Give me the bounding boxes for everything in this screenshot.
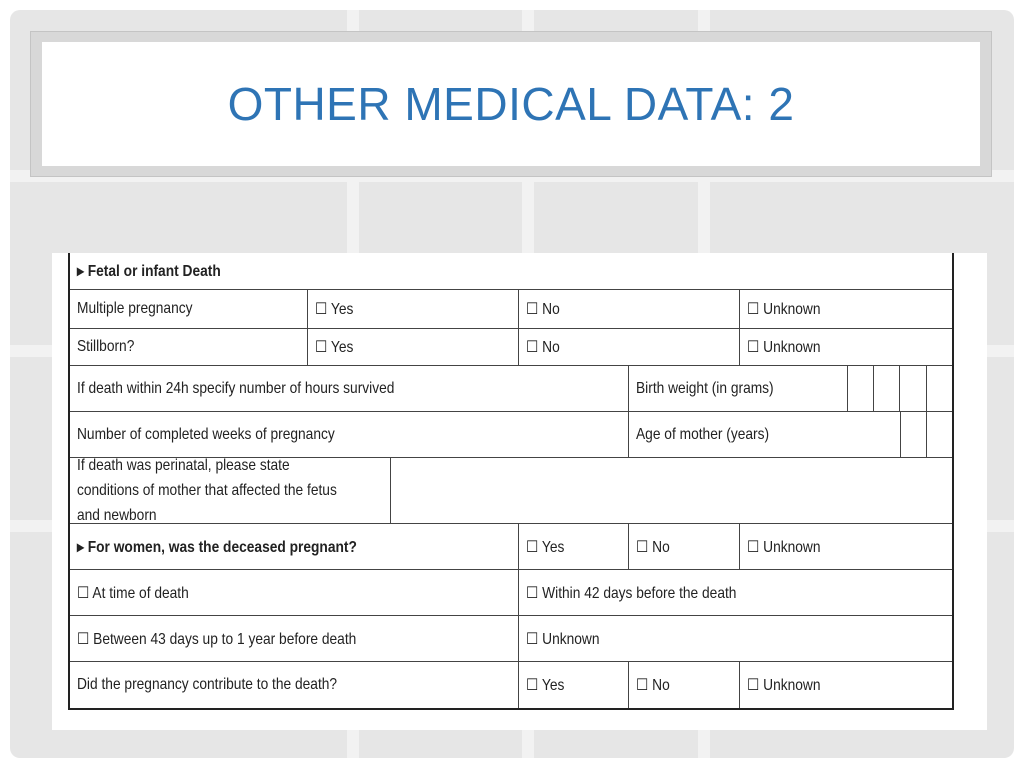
multiple-pregnancy-row (70, 290, 952, 329)
pregnant-yes[interactable]: ☐ Yes (518, 524, 628, 569)
contribute-label: Did the pregnancy contribute to the death? (77, 676, 338, 693)
perinatal-row (70, 458, 952, 524)
medical-form (68, 253, 954, 710)
contribute-row (70, 662, 952, 708)
fetal-section-row (70, 253, 952, 290)
contribute-yes[interactable]: ☐ Yes (518, 662, 628, 708)
title-panel (42, 42, 980, 166)
stillborn-label: Stillborn? (77, 338, 135, 355)
contribute-unknown[interactable]: ☐ Unknown (739, 662, 952, 708)
birth-weight-digit-1[interactable] (847, 366, 873, 411)
timing-row-1 (70, 570, 952, 616)
perinatal-label: If death was perinatal, please state conditions of mother that affected the fetus and newborn (77, 457, 337, 524)
fetal-section-heading: ▸ Fetal or infant Death (77, 263, 221, 280)
perinatal-input[interactable] (390, 458, 952, 523)
age-mother-digit-2[interactable] (926, 412, 952, 457)
stillborn-unknown[interactable]: ☐ Unknown (739, 329, 952, 365)
birth-weight-digit-3[interactable] (899, 366, 925, 411)
timing-unknown-option[interactable]: ☐ Unknown (518, 616, 952, 661)
women-section-row (70, 524, 952, 570)
slide-title: OTHER MEDICAL DATA: 2 (227, 78, 795, 130)
hours-survived-label: If death within 24h specify number of hours survived (77, 379, 395, 397)
multiple-pregnancy-unknown[interactable]: ☐ Unknown (739, 290, 952, 328)
pregnant-no[interactable]: ☐ No (628, 524, 739, 569)
multiple-pregnancy-label: Multiple pregnancy (77, 300, 193, 317)
birth-weight-digit-2[interactable] (873, 366, 899, 411)
women-section-heading: ▸ For women, was the deceased pregnant? (77, 538, 357, 556)
form-image (52, 253, 987, 730)
hours-survived-row (70, 366, 952, 412)
at-time-of-death-option[interactable]: ☐ At time of death (77, 584, 189, 602)
pregnant-unknown[interactable]: ☐ Unknown (739, 524, 952, 569)
within-42-days-option[interactable]: ☐ Within 42 days before the death (518, 570, 952, 615)
birth-weight-label: Birth weight (in grams) (636, 379, 774, 397)
between-43-days-option[interactable]: ☐ Between 43 days up to 1 year before death (77, 630, 357, 648)
weeks-pregnancy-row (70, 412, 952, 458)
title-frame (30, 31, 992, 177)
stillborn-no[interactable]: ☐ No (518, 329, 739, 365)
weeks-pregnancy-label: Number of completed weeks of pregnancy (77, 425, 335, 443)
multiple-pregnancy-yes[interactable]: ☐ Yes (307, 290, 518, 328)
stillborn-yes[interactable]: ☐ Yes (307, 329, 518, 365)
stillborn-row (70, 329, 952, 366)
age-mother-digit-1[interactable] (900, 412, 926, 457)
multiple-pregnancy-no[interactable]: ☐ No (518, 290, 739, 328)
contribute-no[interactable]: ☐ No (628, 662, 739, 708)
timing-row-2 (70, 616, 952, 662)
birth-weight-digit-4[interactable] (926, 366, 952, 411)
age-mother-label: Age of mother (years) (636, 425, 770, 443)
